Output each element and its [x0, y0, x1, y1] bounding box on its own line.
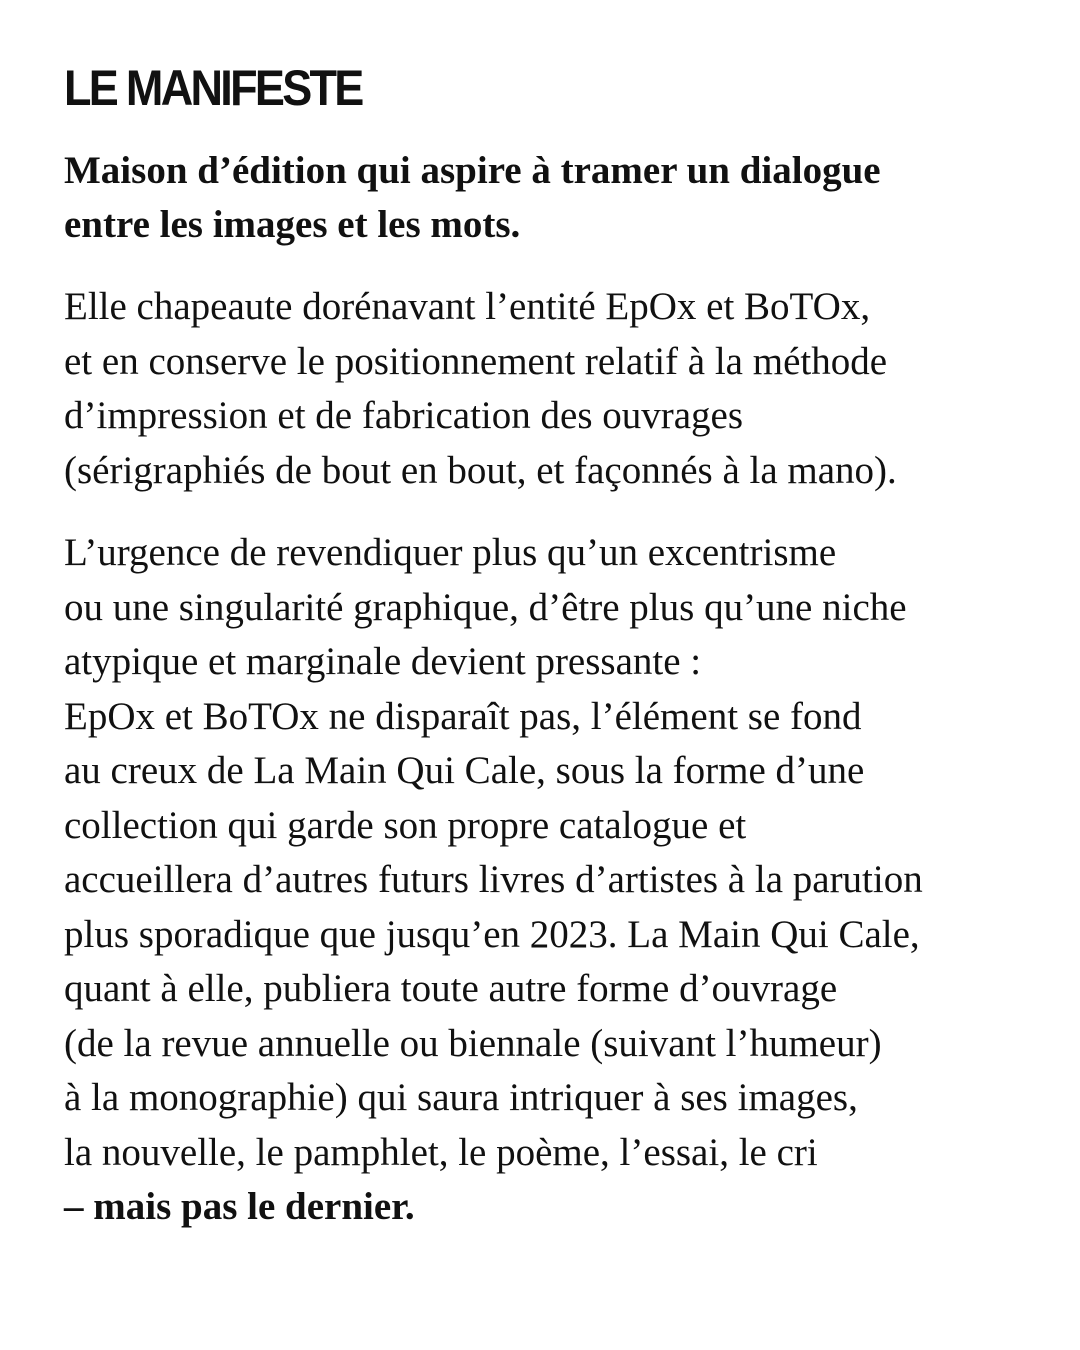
paragraph-line: (de la revue annuelle ou biennale (suivant l’humeur) [64, 1021, 882, 1065]
paragraph-line: EpOx et BoTOx ne disparaît pas, l’élément se fond [64, 694, 862, 738]
manifesto-page [64, 58, 1024, 1263]
paragraph-line: quant à elle, publiera toute autre forme d’ouvrage [64, 967, 838, 1010]
lead-line: Maison d’édition qui aspire à tramer un dialogue [64, 149, 881, 192]
page-title: LE MANIFESTE [64, 60, 362, 116]
paragraph-line: (sérigraphiés de bout en bout, et façonnés à la mano). [64, 448, 897, 492]
paragraph-line: Elle chapeaute dorénavant l’entité EpOx et BoTOx, [64, 285, 871, 328]
lead-statement [64, 144, 1024, 252]
paragraph-line: ou une singularité graphique, d’être plus qu’une niche [64, 585, 907, 629]
paragraph-line: d’impression et de fabrication des ouvrages [64, 394, 744, 437]
lead-line: entre les images et les mots. [64, 203, 521, 246]
paragraph-line: collection qui garde son propre catalogue et [64, 803, 747, 847]
paragraph-line: à la monographie) qui saura intriquer à ses images, [64, 1076, 858, 1119]
paragraph-line: la nouvelle, le pamphlet, le poème, l’essai, le cri [64, 1130, 818, 1174]
paragraph-line: au creux de La Main Qui Cale, sous la forme d’une [64, 749, 865, 792]
paragraph-line: plus sporadique que jusqu’en 2023. La Main Qui Cale, [64, 912, 920, 956]
closing-line: – mais pas le dernier. [64, 1185, 415, 1228]
paragraph-positioning [64, 280, 1024, 498]
paragraph-line: accueillera d’autres futurs livres d’artistes à la parution [64, 858, 923, 901]
paragraph-manifesto [64, 526, 1024, 1235]
paragraph-line: L’urgence de revendiquer plus qu’un excentrisme [64, 531, 837, 574]
paragraph-line: et en conserve le positionnement relatif à la méthode [64, 339, 888, 383]
paragraph-line: atypique et marginale devient pressante : [64, 640, 702, 683]
